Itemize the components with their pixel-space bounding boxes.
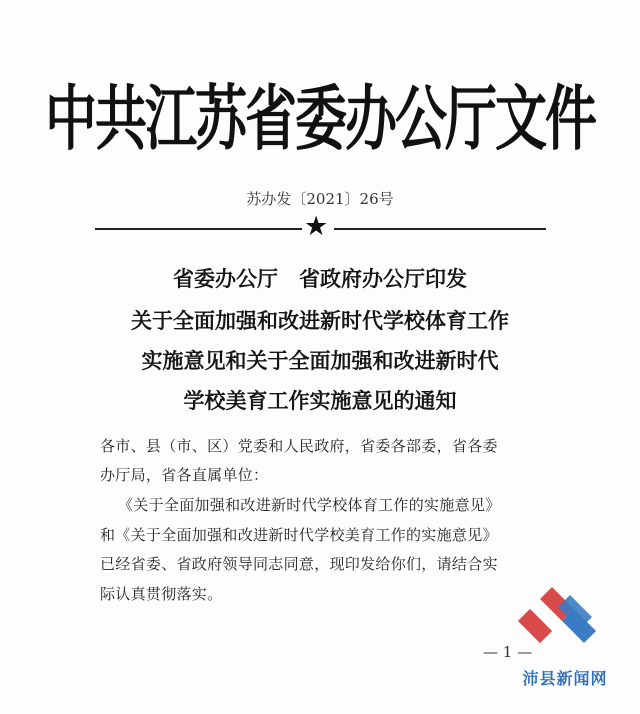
document-number: 苏办发〔2021〕26号: [246, 190, 394, 208]
notice-title-line: 关于全面加强和改进新时代学校体育工作: [131, 309, 509, 333]
notice-title-line: 实施意见和关于全面加强和改进新时代: [141, 349, 499, 373]
body-text-line: 和《关于全面加强和改进新时代学校美育工作的实施意见》: [100, 526, 498, 544]
notice-title-line: 省委办公厅 省政府办公厅印发: [173, 267, 467, 291]
watermark-text: 沛县新闻网: [522, 669, 608, 688]
page-number: — 1 —: [483, 643, 533, 661]
separator-line-right: [334, 228, 546, 230]
body-text-line: 际认真贯彻落实。: [100, 585, 223, 603]
document-header-title: 中共江苏省委办公厅文件: [44, 79, 595, 161]
diamond-logo-icon: [512, 583, 612, 655]
body-text-line: 《关于全面加强和改进新时代学校体育工作的实施意见》: [118, 496, 501, 514]
body-text-line: 已经省委、省政府领导同志同意，现印发给你们，请结合实: [100, 555, 498, 573]
body-text-line: 办厅局，省各直属单位：: [100, 466, 269, 484]
notice-title-line: 学校美育工作实施意见的通知: [183, 389, 457, 413]
body-text-line: 各市、县（市、区）党委和人民政府，省委各部委，省各委: [100, 437, 498, 455]
separator-line-left: [95, 228, 302, 230]
star-icon: ★: [304, 211, 329, 242]
